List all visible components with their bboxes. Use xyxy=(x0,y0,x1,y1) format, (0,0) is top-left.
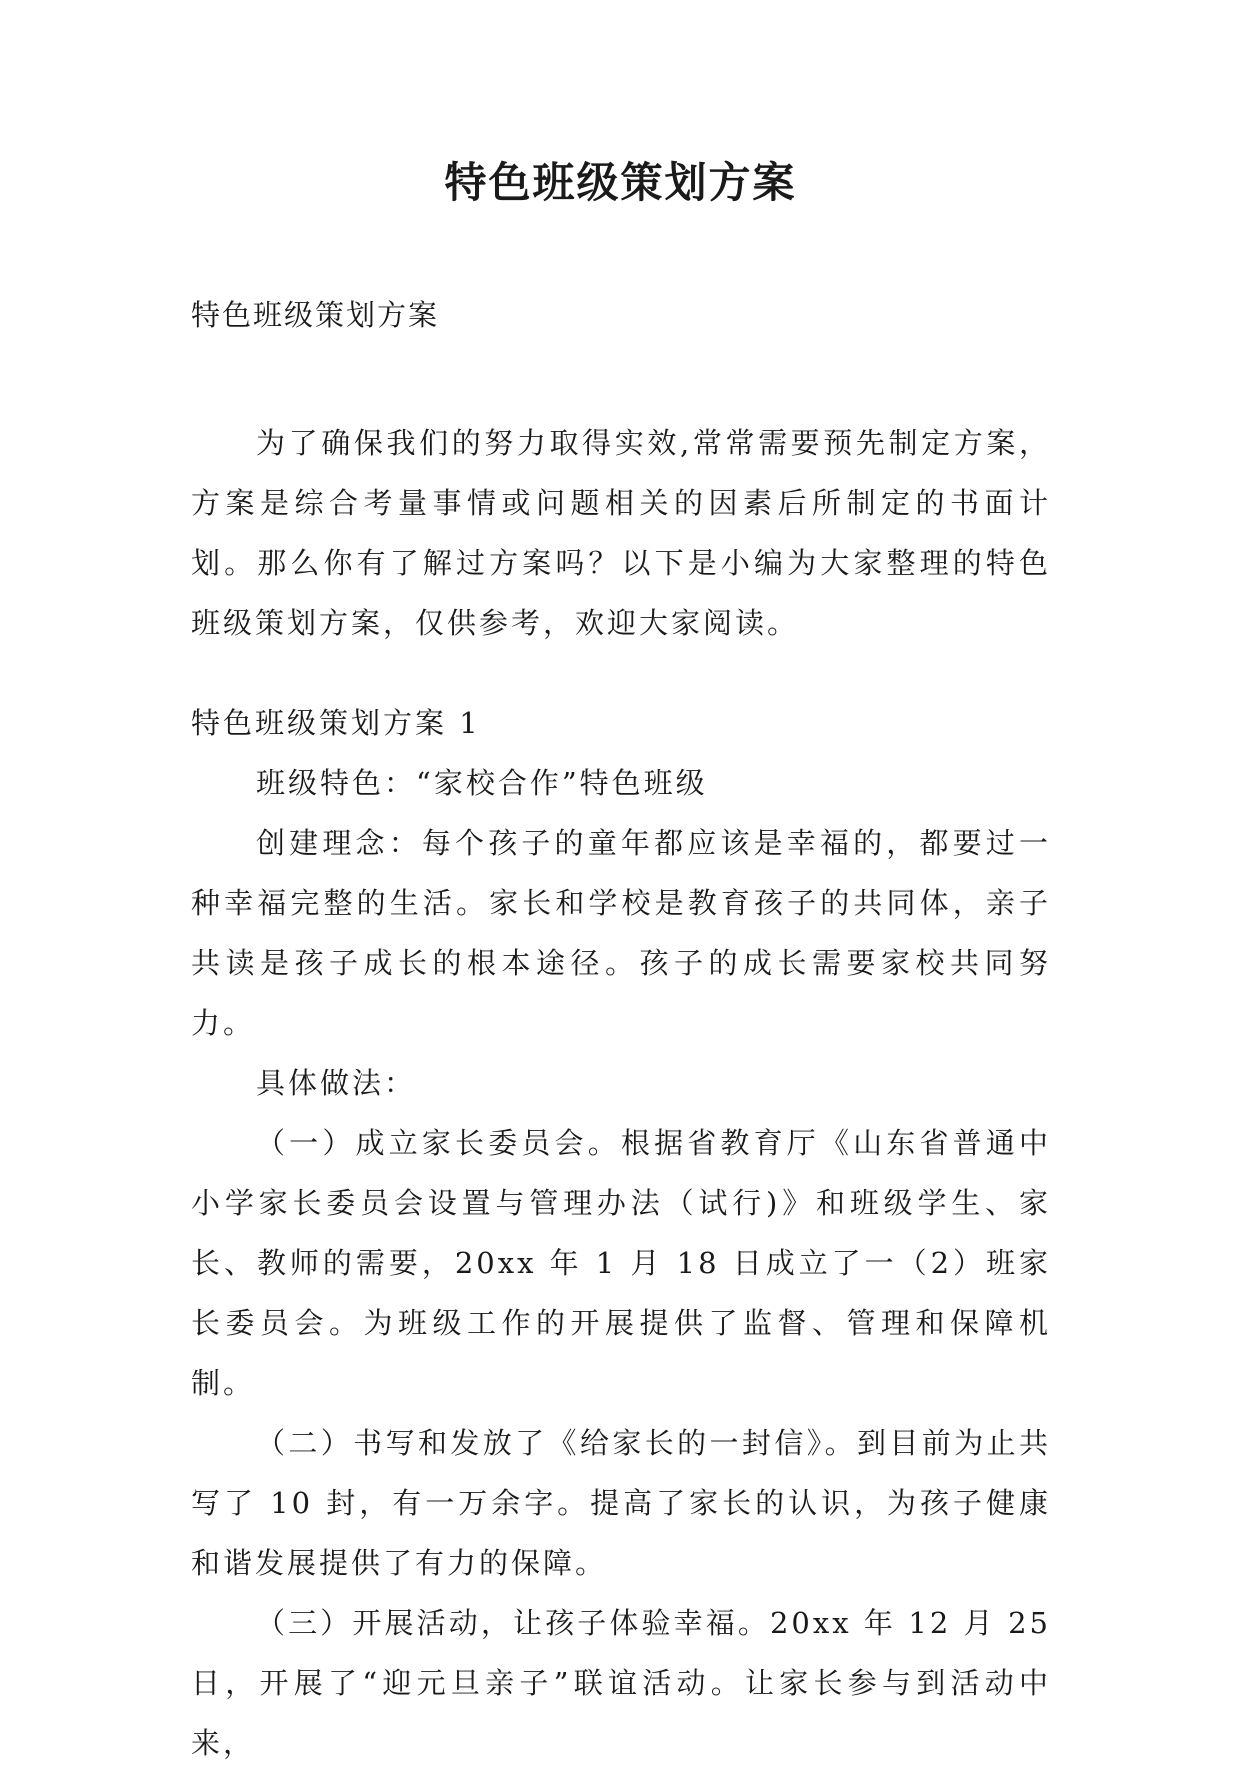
section-1 xyxy=(191,693,1051,1773)
method-3-paragraph: （三）开展活动，让孩子体验幸福。20xx 年 12 月 25 日，开展了“迎元旦亲子”联谊活动。让家长参与到活动中来， xyxy=(191,1606,1051,1760)
section-heading: 特色班级策划方案 1 xyxy=(191,706,481,740)
intro-paragraph: 为了确保我们的努力取得实效,常常需要预先制定方案，方案是综合考量事情或问题相关的因素后所制定的书面计划。那么你有了解过方案吗？以下是小编为大家整理的特色班级策划方案，仅供参考，欢迎大家阅读。 xyxy=(191,426,1051,640)
method-1-paragraph: （一）成立家长委员会。根据省教育厅《山东省普通中小学家长委员会设置与管理办法（试行)》和班级学生、家长、教师的需要，20xx 年 1 月 18 日成立了一（2）班家长委员会。为班级工作的开展提供了监督、管理和保障机制。 xyxy=(191,1126,1051,1400)
document-subtitle: 特色班级策划方案 xyxy=(191,298,440,332)
concept-paragraph: 创建理念：每个孩子的童年都应该是幸福的，都要过一种幸福完整的生活。家长和学校是教育孩子的共同体，亲子共读是孩子成长的根本途径。孩子的成长需要家校共同努力。 xyxy=(191,826,1051,1040)
document-title: 特色班级策划方案 xyxy=(444,158,797,207)
methods-label: 具体做法： xyxy=(256,1066,417,1100)
class-feature-paragraph: 班级特色：“家校合作”特色班级 xyxy=(256,766,708,800)
intro-block xyxy=(191,413,1051,653)
method-2-paragraph: （二）书写和发放了《给家长的一封信》。到目前为止共写了 10 封，有一万余字。提高了家长的认识，为孩子健康和谐发展提供了有力的保障。 xyxy=(191,1426,1051,1580)
